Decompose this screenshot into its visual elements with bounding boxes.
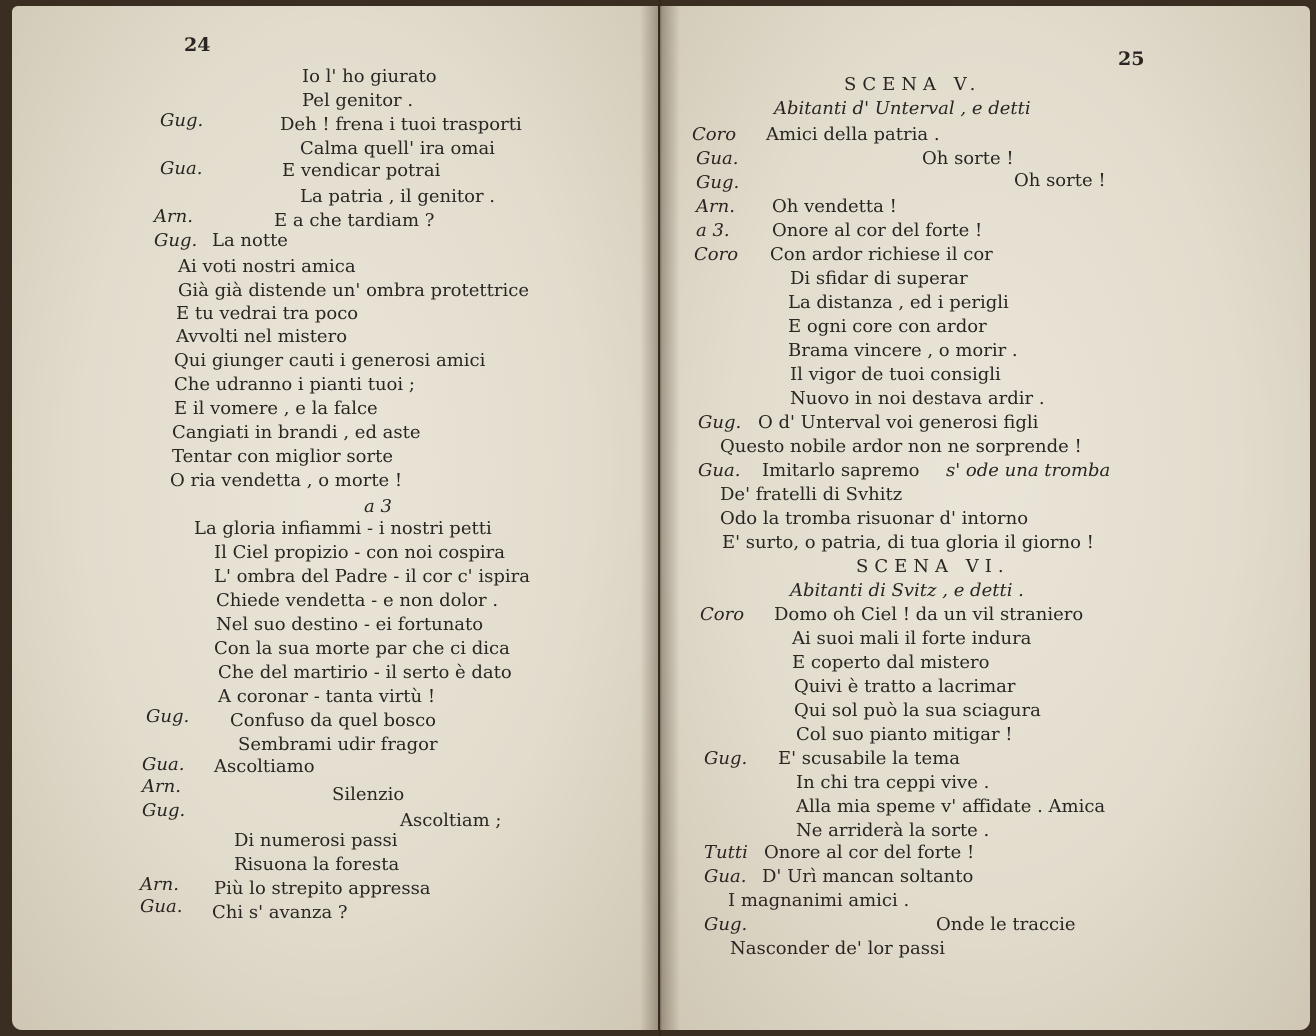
speaker-label: Arn. xyxy=(142,776,181,797)
stage-direction: Abitanti di Svitz , e detti . xyxy=(790,580,1024,601)
verse-line: E coperto dal mistero xyxy=(792,652,990,673)
speaker-label: Tutti xyxy=(704,842,748,863)
verse-line: Calma quell' ira omai xyxy=(300,138,495,159)
verse-line: E vendicar potrai xyxy=(282,160,441,181)
left-page xyxy=(12,6,658,1030)
verse-line: Ai voti nostri amica xyxy=(178,256,356,277)
verse-line: Deh ! frena i tuoi trasporti xyxy=(280,114,522,135)
page-number: 25 xyxy=(1118,48,1145,70)
verse-line: Onore al cor del forte ! xyxy=(764,842,975,863)
verse-line: E' surto, o patria, di tua gloria il giorno ! xyxy=(722,532,1094,553)
verse-line: Ai suoi mali il forte indura xyxy=(792,628,1032,649)
verse-line: Domo oh Ciel ! da un vil straniero xyxy=(774,604,1084,625)
verse-line: Questo nobile ardor non ne sorprende ! xyxy=(720,436,1082,457)
verse-line: E il vomere , e la falce xyxy=(174,398,378,419)
speaker-label: Arn. xyxy=(140,874,179,895)
verse-line: Nel suo destino - ei fortunato xyxy=(216,614,484,635)
verse-line: Qui giunger cauti i generosi amici xyxy=(174,350,486,371)
verse-line: Chi s' avanza ? xyxy=(212,902,348,923)
verse-line: E tu vedrai tra poco xyxy=(176,303,359,324)
verse-line: Ascoltiam ; xyxy=(400,810,502,831)
speaker-label: Gua. xyxy=(704,866,747,887)
verse-line: La distanza , ed i perigli xyxy=(788,292,1009,313)
verse-line: La gloria infiammi - i nostri petti xyxy=(194,518,492,539)
verse-line: La patria , il genitor . xyxy=(300,186,496,207)
speaker-label: a 3. xyxy=(696,220,730,241)
verse-line: Oh sorte ! xyxy=(922,148,1014,169)
verse-line: Onore al cor del forte ! xyxy=(772,220,983,241)
verse-line: Sembrami udir fragor xyxy=(238,734,438,755)
speaker-label: Gug. xyxy=(142,800,186,821)
stage-direction: Abitanti d' Unterval , e detti xyxy=(774,98,1031,119)
verse-line: Ne arriderà la sorte . xyxy=(796,820,990,841)
verse-line: Oh vendetta ! xyxy=(772,196,897,217)
verse-line: De' fratelli di Svhitz xyxy=(720,484,903,505)
verse-line: Cangiati in brandi , ed aste xyxy=(172,422,421,443)
speaker-label: Gug. xyxy=(698,412,742,433)
verse-line: Con ardor richiese il cor xyxy=(770,244,993,265)
verse-line: E a che tardiam ? xyxy=(274,210,435,231)
speaker-label: Gug. xyxy=(146,706,190,727)
speaker-label: Arn. xyxy=(154,206,193,227)
a3-label: a 3 xyxy=(364,496,392,517)
verse-line: Qui sol può la sua sciagura xyxy=(794,700,1041,721)
verse-line: Io l' ho giurato xyxy=(302,66,437,87)
verse-line: Di numerosi passi xyxy=(234,830,398,851)
speaker-label: Coro xyxy=(700,604,745,625)
speaker-label: Gua. xyxy=(696,148,739,169)
verse-line: Quivi è tratto a lacrimar xyxy=(794,676,1016,697)
verse-line: Amici della patria . xyxy=(766,124,940,145)
verse-line: Avvolti nel mistero xyxy=(176,326,348,347)
verse-line: In chi tra ceppi vive . xyxy=(796,772,990,793)
verse-line: Che udranno i pianti tuoi ; xyxy=(174,374,415,395)
verse-line: Il vigor de tuoi consigli xyxy=(790,364,1001,385)
verse-line: Silenzio xyxy=(332,784,405,805)
speaker-label: Coro xyxy=(692,124,737,145)
verse-line: Tentar con miglior sorte xyxy=(172,446,393,467)
speaker-label: Gug. xyxy=(704,914,748,935)
speaker-label: Arn. xyxy=(696,196,735,217)
verse-line: Ascoltiamo xyxy=(214,756,315,777)
right-page xyxy=(660,6,1310,1030)
verse-line: Oh sorte ! xyxy=(1014,170,1106,191)
verse-line: Nuovo in noi destava ardir . xyxy=(790,388,1045,409)
verse-line: Odo la tromba risuonar d' intorno xyxy=(720,508,1029,529)
verse-line: Chiede vendetta - e non dolor . xyxy=(216,590,499,611)
verse-line: E ogni core con ardor xyxy=(788,316,987,337)
verse-line: D' Urì mancan soltanto xyxy=(762,866,974,887)
verse-line: I magnanimi amici . xyxy=(728,890,910,911)
scene-heading: SCENA VI. xyxy=(856,556,1010,577)
speaker-label: Gua. xyxy=(142,754,185,775)
verse-line: O d' Unterval voi generosi figli xyxy=(758,412,1039,433)
speaker-label: Gug. xyxy=(154,230,198,251)
verse-line: Più lo strepito appressa xyxy=(214,878,431,899)
verse-line: Con la sua morte par che ci dica xyxy=(214,638,510,659)
verse-line: Col suo pianto mitigar ! xyxy=(796,724,1013,745)
speaker-label: Gua. xyxy=(140,896,183,917)
scene-heading: SCENA V. xyxy=(844,74,982,95)
verse-line: Imitarlo sapremo xyxy=(762,460,920,481)
speaker-label: Gug. xyxy=(160,110,204,131)
verse-line: Nasconder de' lor passi xyxy=(730,938,945,959)
speaker-label: Gua. xyxy=(160,158,203,179)
verse-line: Alla mia speme v' affidate . Amica xyxy=(796,796,1106,817)
stage-direction: s' ode una tromba xyxy=(946,460,1111,481)
verse-line: Il Ciel propizio - con noi cospira xyxy=(214,542,506,563)
verse-line: A coronar - tanta virtù ! xyxy=(218,686,436,707)
verse-line: L' ombra del Padre - il cor c' ispira xyxy=(214,566,530,587)
speaker-label: Coro xyxy=(694,244,739,265)
verse-line: Pel genitor . xyxy=(302,90,414,111)
verse-line: La notte xyxy=(212,230,288,251)
verse-line: E' scusabile la tema xyxy=(778,748,960,769)
verse-line: Già già distende un' ombra protettrice xyxy=(178,280,529,301)
verse-line: Di sfidar di superar xyxy=(790,268,968,289)
speaker-label: Gug. xyxy=(696,172,740,193)
verse-line: O ria vendetta , o morte ! xyxy=(170,470,403,491)
verse-line: Onde le traccie xyxy=(936,914,1076,935)
verse-line: Brama vincere , o morir . xyxy=(788,340,1018,361)
speaker-label: Gug. xyxy=(704,748,748,769)
verse-line: Risuona la foresta xyxy=(234,854,400,875)
page-number: 24 xyxy=(184,34,211,56)
verse-line: Che del martirio - il serto è dato xyxy=(218,662,512,683)
verse-line: Confuso da quel bosco xyxy=(230,710,436,731)
speaker-label: Gua. xyxy=(698,460,741,481)
